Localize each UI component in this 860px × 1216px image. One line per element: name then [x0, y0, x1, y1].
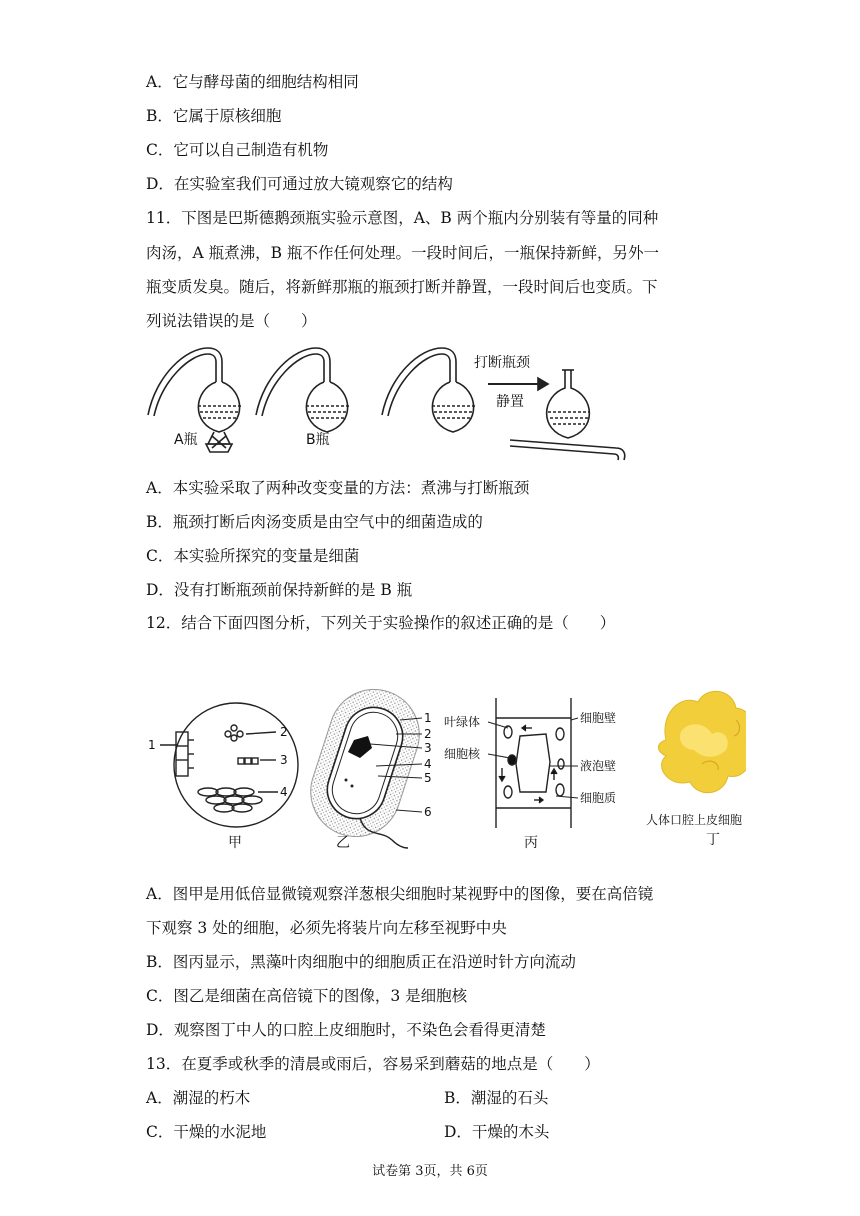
bing-left-label-1: 叶绿体 — [444, 715, 481, 729]
q11-stem-line4: 列说法错误的是（ ） — [146, 312, 317, 330]
jia-label-3: 3 — [280, 753, 288, 767]
flask-b — [256, 348, 349, 432]
flask-c — [382, 348, 475, 432]
caption-ding: 丁 — [706, 832, 720, 848]
q12-option-b: B．图丙显示，黑藻叶肉细胞中的细胞质正在沿逆时针方向流动 — [146, 953, 576, 971]
q10-option-c: C．它可以自己制造有机物 — [146, 141, 329, 159]
q11-option-a: A．本实验采取了两种改变变量的方法：煮沸与打断瓶颈 — [146, 479, 530, 497]
figure-jia — [160, 703, 298, 827]
q11-stem-line1: 11．下图是巴斯德鹅颈瓶实验示意图，A、B 两个瓶内分别装有等量的同种 — [146, 209, 659, 227]
q12-stem: 12．结合下面四图分析，下列关于实验操作的叙述正确的是（ ） — [146, 614, 616, 632]
bing-right-label-3: 细胞质 — [580, 791, 617, 805]
q11-option-b: B．瓶颈打断后肉汤变质是由空气中的细菌造成的 — [146, 513, 483, 531]
figure-ding — [658, 691, 746, 792]
q13-option-a: A．潮湿的朽木 — [146, 1089, 251, 1107]
caption-yi: 乙 — [336, 835, 350, 850]
jia-label-4: 4 — [280, 785, 288, 799]
caption-jia: 甲 — [228, 835, 242, 850]
q10-option-b: B．它属于原核细胞 — [146, 107, 282, 125]
q12-option-d: D．观察图丁中人的口腔上皮细胞时，不染色会看得更清楚 — [146, 1021, 546, 1039]
bing-right-label-1: 细胞壁 — [580, 711, 617, 725]
yi-label-6: 6 — [424, 805, 432, 819]
ding-caption-text: 人体口腔上皮细胞 — [646, 813, 743, 827]
q10-option-a: A．它与酵母菌的细胞结构相同 — [146, 73, 359, 91]
caption-bing: 丙 — [524, 835, 538, 850]
arrow-top-label: 打断瓶颈 — [474, 355, 530, 371]
q13-option-d: D．干燥的木头 — [444, 1123, 550, 1141]
q11-stem-line2: 肉汤，A 瓶煮沸，B 瓶不作任何处理。一段时间后，一瓶保持新鲜，另外一 — [146, 244, 659, 262]
flask-a-label: A瓶 — [174, 432, 198, 448]
jia-label-2: 2 — [280, 725, 288, 739]
page-footer: 试卷第 3页，共 6页 — [372, 1164, 488, 1179]
cell-figure — [146, 680, 746, 850]
q12-option-a-line2: 下观察 3 处的细胞，必须先将装片向左移至视野中央 — [146, 919, 507, 937]
q11-option-d: D．没有打断瓶颈前保持新鲜的是 B 瓶 — [146, 581, 413, 599]
flask-b-label: B瓶 — [306, 432, 330, 448]
figure-yi — [299, 680, 431, 848]
jia-label-1: 1 — [148, 738, 156, 752]
q12-option-c: C．图乙是细菌在高倍镜下的图像，3 是细胞核 — [146, 987, 468, 1005]
bing-left-label-2: 细胞核 — [444, 747, 481, 761]
yi-label-3: 3 — [424, 741, 432, 755]
yi-label-1: 1 — [424, 711, 432, 725]
swan-neck-flask-figure — [146, 340, 636, 465]
q13-stem: 13．在夏季或秋季的清晨或雨后，容易采到蘑菇的地点是（ ） — [146, 1055, 600, 1073]
q12-option-a-line1: A．图甲是用低倍显微镜观察洋葱根尖细胞时某视野中的图像，要在高倍镜 — [146, 885, 654, 903]
yi-label-4: 4 — [424, 757, 432, 771]
yi-label-5: 5 — [424, 771, 432, 785]
figure-bing — [488, 698, 578, 828]
bing-right-label-2: 液泡壁 — [580, 759, 617, 773]
q13-option-c: C．干燥的水泥地 — [146, 1123, 267, 1141]
q13-option-b: B．潮湿的石头 — [444, 1089, 549, 1107]
q11-option-c: C．本实验所探究的变量是细菌 — [146, 547, 360, 565]
yi-label-2: 2 — [424, 727, 432, 741]
q11-stem-line3: 瓶变质发臭。随后，将新鲜那瓶的瓶颈打断并静置，一段时间后也变质。下 — [146, 278, 658, 296]
arrow-bottom-label: 静置 — [496, 394, 524, 410]
q10-option-d: D．在实验室我们可通过放大镜观察它的结构 — [146, 175, 453, 193]
